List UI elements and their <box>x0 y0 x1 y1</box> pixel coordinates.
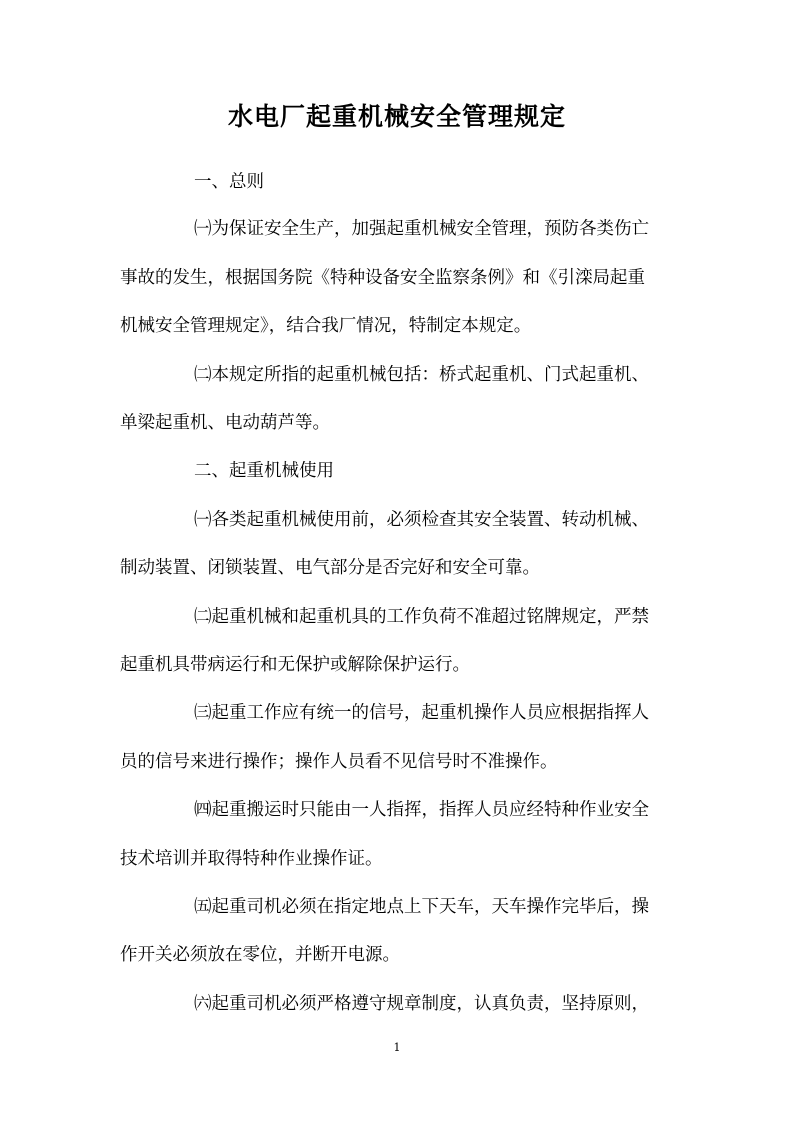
paragraph-line: ㈠为保证安全生产，加强起重机械安全管理，预防各类伤亡 <box>194 219 649 239</box>
document-title: 水电厂起重机械安全管理规定 <box>227 102 566 131</box>
paragraph-line: 起重机具带病运行和无保护或解除保护运行。 <box>120 655 470 675</box>
paragraph-line: 员的信号来进行操作；操作人员看不见信号时不准操作。 <box>120 752 558 772</box>
section-heading-general: 一、总则 <box>194 172 264 192</box>
paragraph-line: ㈤起重司机必须在指定地点上下天车，天车操作完毕后，操 <box>194 897 649 917</box>
paragraph-line: ㈡起重机械和起重机具的工作负荷不准超过铭牌规定，严禁 <box>194 607 649 627</box>
paragraph-line: 制动装置、闭锁装置、电气部分是否完好和安全可靠。 <box>120 558 540 578</box>
paragraph-line: 技术培训并取得特种作业操作证。 <box>120 849 383 869</box>
paragraph-line: 单梁起重机、电动葫芦等。 <box>120 413 330 433</box>
paragraph-line: 作开关必须放在零位，并断开电源。 <box>120 945 400 965</box>
paragraph-line: 机械安全管理规定》，结合我厂情况，特制定本规定。 <box>120 316 532 336</box>
paragraph-line: ㈡本规定所指的起重机械包括：桥式起重机、门式起重机、 <box>194 365 649 385</box>
paragraph-line: ㈢起重工作应有统一的信号，起重机操作人员应根据指挥人 <box>194 703 649 723</box>
paragraph-line: 事故的发生，根据国务院《特种设备安全监察条例》和《引滦局起重 <box>120 268 645 288</box>
page-number: 1 <box>393 1041 401 1054</box>
paragraph-line: ㈣起重搬运时只能由一人指挥，指挥人员应经特种作业安全 <box>194 800 649 820</box>
section-heading-usage: 二、起重机械使用 <box>194 461 334 481</box>
paragraph-line: ㈠各类起重机械使用前，必须检查其安全装置、转动机械、 <box>194 510 649 530</box>
paragraph-line: ㈥起重司机必须严格遵守规章制度，认真负责，坚持原则， <box>194 994 649 1014</box>
